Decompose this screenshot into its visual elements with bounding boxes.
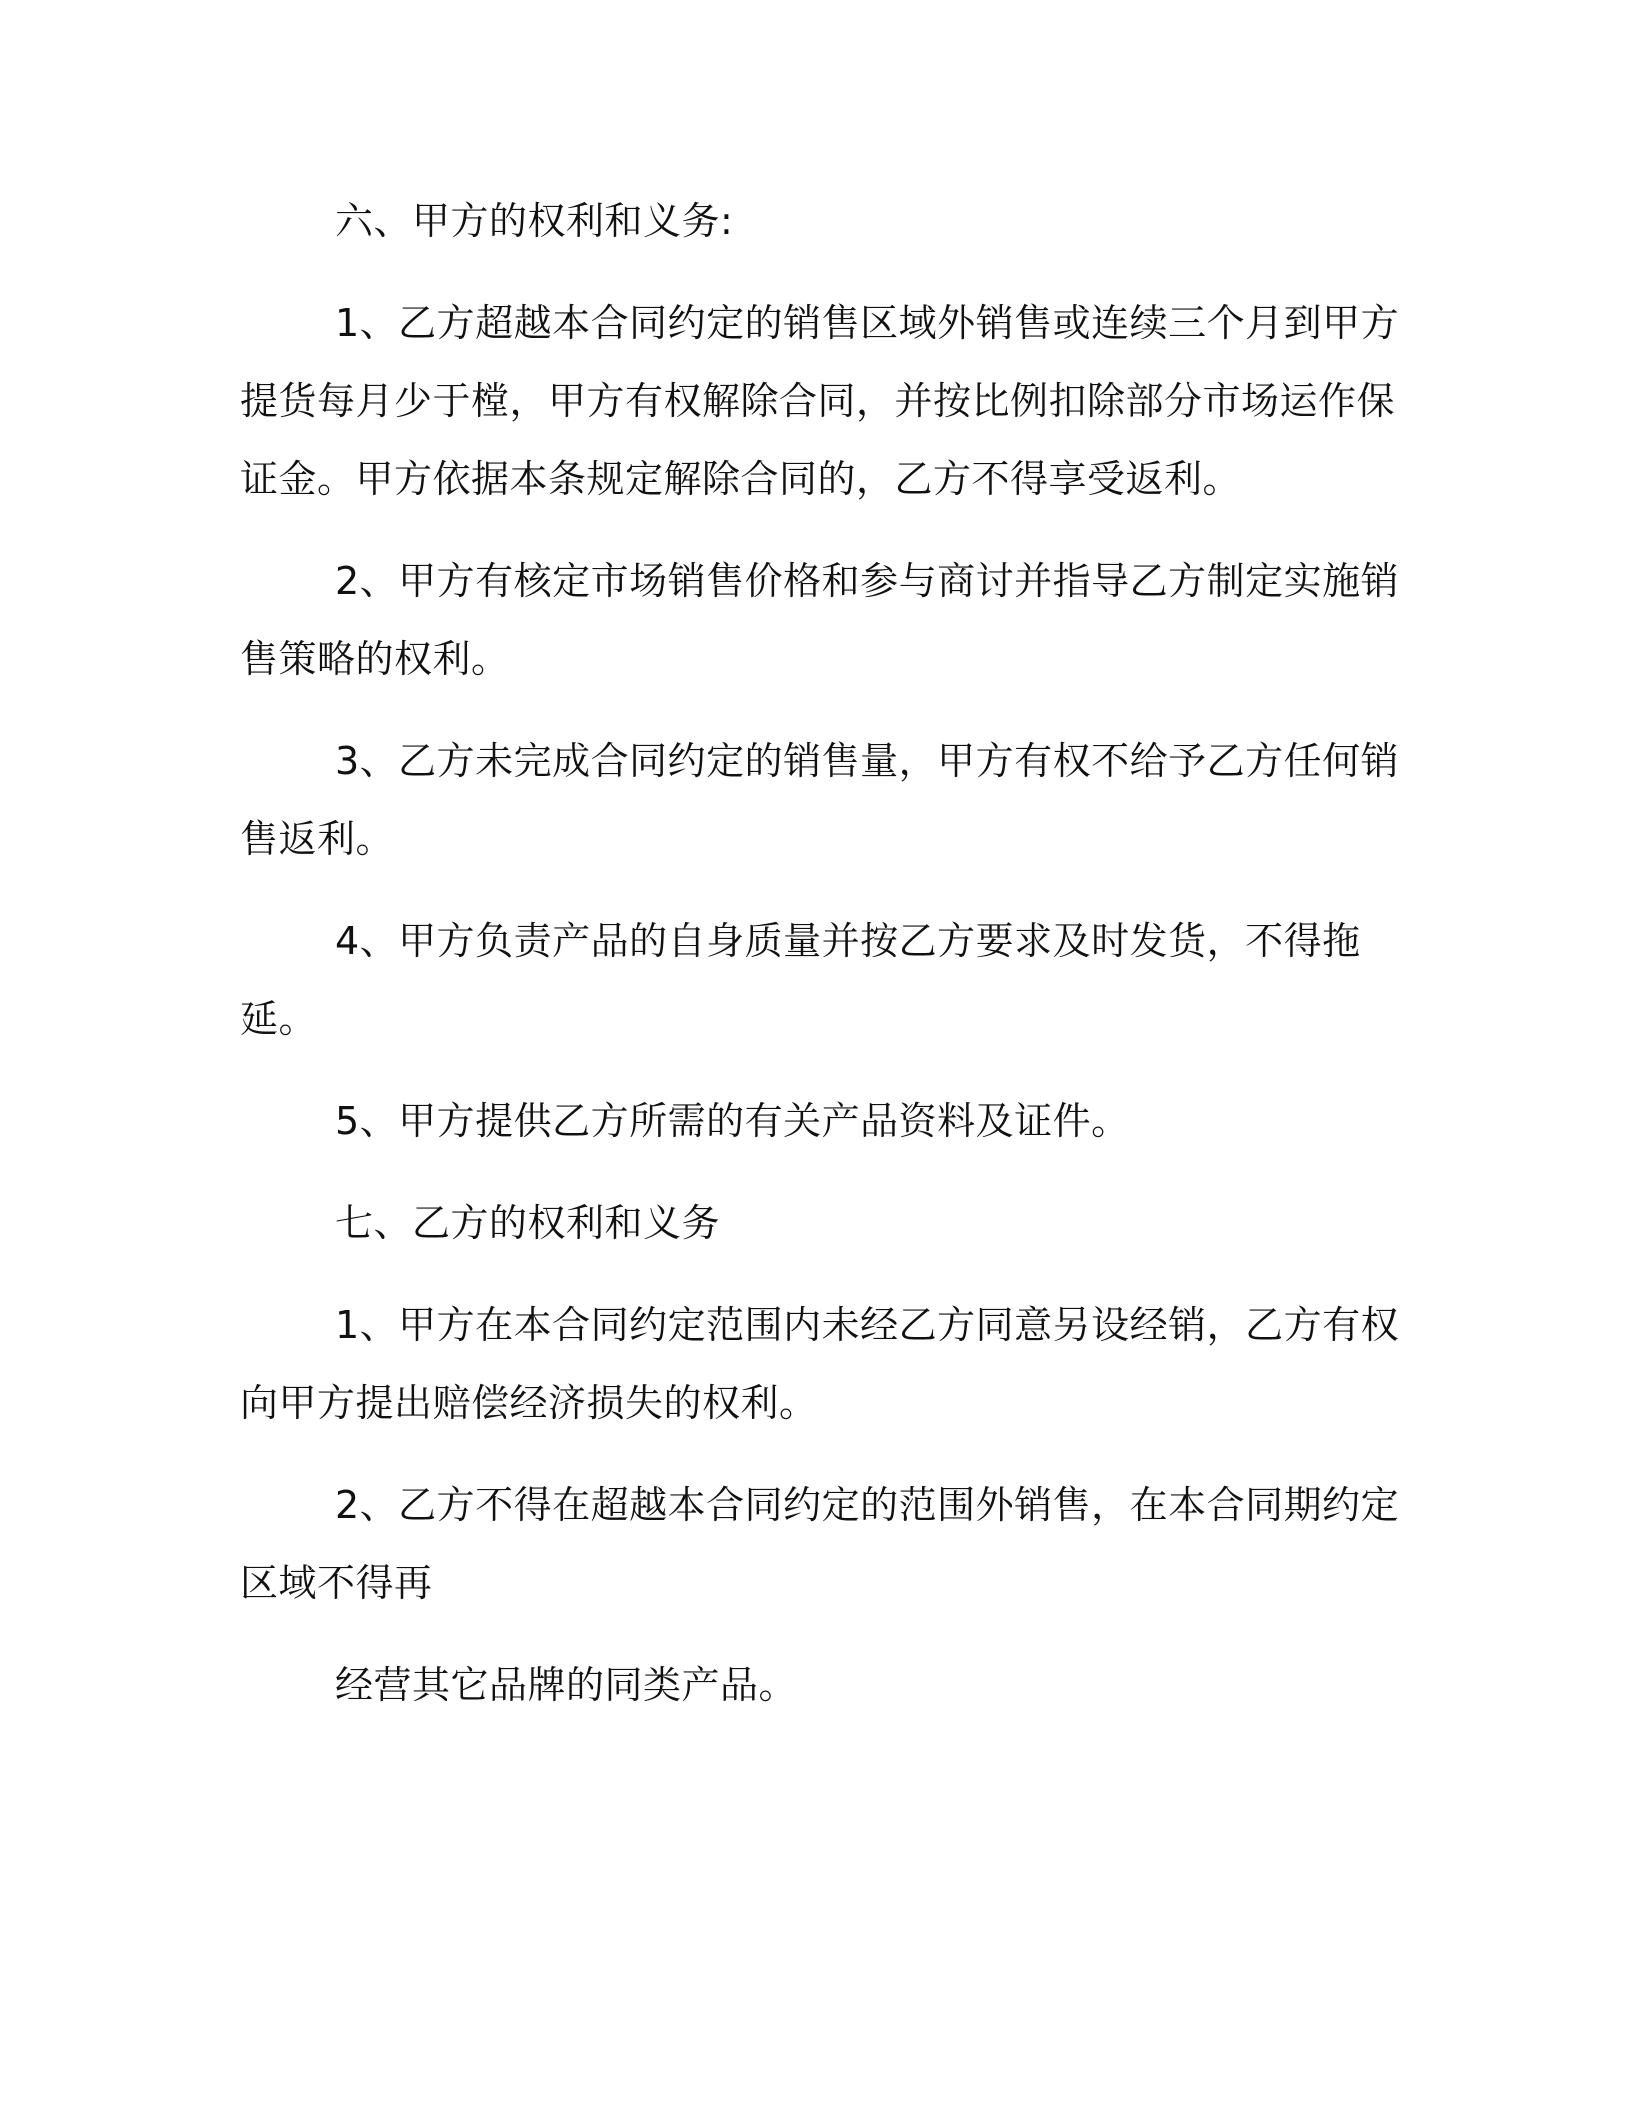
document-body xyxy=(240,182,1400,1748)
clause-6-3: 3、乙方未完成合同约定的销售量，甲方有权不给予乙方任何销售返利。 xyxy=(240,739,1400,861)
clause-7-2-continued: 经营其它品牌的同类产品。 xyxy=(335,1663,798,1707)
section-heading-7: 七、乙方的权利和义务 xyxy=(335,1201,721,1245)
clause-6-5: 5、甲方提供乙方所需的有关产品资料及证件。 xyxy=(335,1099,1130,1143)
clause-7-1: 1、甲方在本合同约定范围内未经乙方同意另设经销，乙方有权向甲方提出赔偿经济损失的权利。 xyxy=(240,1303,1400,1425)
section-heading-6: 六、甲方的权利和义务: xyxy=(335,199,734,243)
clause-6-4: 4、甲方负责产品的自身质量并按乙方要求及时发货，不得拖延。 xyxy=(240,919,1361,1041)
clause-6-2: 2、甲方有核定市场销售价格和参与商讨并指导乙方制定实施销售策略的权利。 xyxy=(240,559,1400,681)
clause-6-1: 1、乙方超越本合同约定的销售区域外销售或连续三个月到甲方提货每月少于樘，甲方有权解除合同，并按比例扣除部分市场运作保证金。甲方依据本条规定解除合同的，乙方不得享受返利。 xyxy=(240,301,1400,501)
clause-7-2: 2、乙方不得在超越本合同约定的范围外销售，在本合同期约定区域不得再 xyxy=(240,1483,1400,1605)
